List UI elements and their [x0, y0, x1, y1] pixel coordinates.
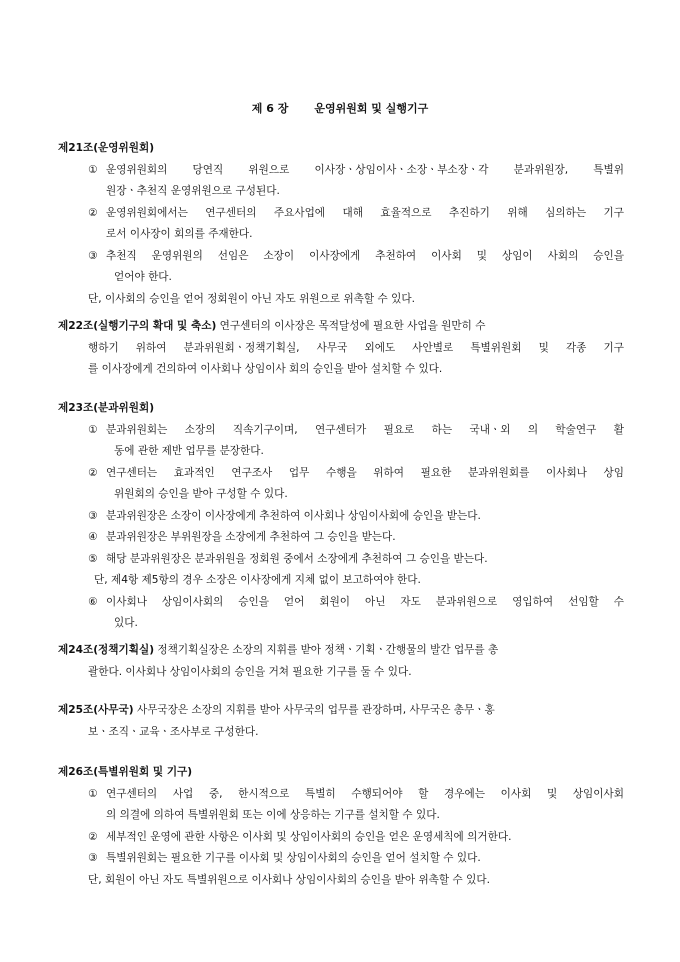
- list-item-continuation: 원장ㆍ추천직 운영위원으로 구성된다.: [106, 185, 280, 197]
- list-item-continuation: 있다.: [114, 617, 138, 629]
- article-line: 괄한다. 이사회나 상임이사회의 승인을 거쳐 필요한 기구를 둘 수 있다.: [88, 665, 412, 678]
- list-item: ② 운영위원회에서는 연구센터의 주요사업에 대해 효율적으로 추진하기 위해 심의하는 기구: [88, 206, 624, 219]
- article-note: 단, 제4항 제5항의 경우 소장은 이사장에게 지체 없이 보고하여야 한다.: [94, 574, 421, 586]
- article-22: [58, 316, 624, 381]
- article-note: 단, 회원이 아닌 자도 특별위원으로 이사회나 상임이사회의 승인을 받아 위촉할 수 있다.: [88, 873, 490, 886]
- list-item-continuation: 위원회의 승인을 받아 구성할 수 있다.: [114, 488, 288, 500]
- article-heading: 제26조(특별위원회 및 기구): [58, 766, 193, 778]
- list-item-continuation: 로서 이사장이 회의를 주재한다.: [106, 228, 253, 240]
- article-21: [58, 138, 624, 310]
- article-note: 단, 이사회의 승인을 얻어 정회원이 아닌 자도 위원으로 위촉할 수 있다.: [88, 292, 415, 305]
- list-item-continuation: 얻어야 한다.: [114, 271, 172, 283]
- list-item: ⑤ 해당 분과위원장은 분과위원을 정회원 중에서 소장에게 추천하여 그 승인을 받는다.: [88, 552, 488, 565]
- list-item: ④ 분과위원장은 부위원장을 소장에게 추천하여 그 승인을 받는다.: [88, 531, 396, 543]
- article-heading: 제21조(운영위원회): [58, 142, 155, 154]
- article-23: [58, 398, 624, 635]
- article-25: [58, 700, 624, 743]
- article-line: 보ㆍ조직ㆍ교육ㆍ조사부로 구성한다.: [88, 725, 259, 738]
- list-item: ② 연구센터는 효과적인 연구조사 업무 수행을 위하여 필요한 분과위원회를 이사회나 상임: [88, 466, 624, 479]
- article-heading: 제25조(사무국): [58, 704, 134, 716]
- list-item: ① 분과위원회는 소장의 직속기구이며, 연구센터가 필요로 하는 국내ㆍ외 의 학술연구 활: [88, 423, 624, 436]
- article-first-line: 제22조(실행기구의 확대 및 축소) 연구센터의 이사장은 목적달성에 필요한 사업을 원만히 수: [58, 320, 486, 332]
- article-line: 행하기 위하여 분과위원회ㆍ정책기획실, 사무국 외에도 사안별로 특별위원회 및 각종 기구: [88, 341, 624, 354]
- article-heading: 제22조(실행기구의 확대 및 축소): [58, 320, 217, 332]
- chapter-name: 운영위원회 및 실행기구: [314, 102, 429, 115]
- list-item: ③ 추천직 운영위원의 선임은 소장이 이사장에게 추천하여 이사회 및 상임이 사회의 승인을: [88, 249, 624, 262]
- article-line: 를 이사장에게 건의하여 이사회나 상임이사 회의 승인을 받아 설치할 수 있다.: [88, 363, 443, 375]
- list-item-continuation: 동에 관한 제반 업무를 분장한다.: [114, 445, 264, 457]
- list-item: ② 세부적인 운영에 관한 사항은 이사회 및 상임이사회의 승인을 얻은 운영세칙에 의거한다.: [88, 830, 512, 843]
- chapter-number: 제 6 장: [251, 102, 289, 115]
- article-first-line: 제24조(정책기획실) 정책기획실장은 소장의 지휘를 받아 정책ㆍ기획ㆍ간행물의 발간 업무를 총: [58, 644, 499, 656]
- article-heading: 제24조(정책기획실): [58, 644, 155, 656]
- article-24: [58, 640, 624, 683]
- list-item: ① 운영위원회의 당연직 위원으로 이사장ㆍ상임이사ㆍ소장ㆍ부소장ㆍ각 분과위원장, 특별위: [88, 163, 624, 176]
- article-heading: 제23조(분과위원회): [58, 402, 155, 414]
- list-item-continuation: 의 의결에 의하여 특별위원회 또는 이에 상응하는 기구를 설치할 수 있다.: [106, 809, 440, 821]
- list-item: ① 연구센터의 사업 중, 한시적으로 특별히 수행되어야 할 경우에는 이사회 및 상임이사회: [88, 787, 624, 800]
- chapter-title: [0, 100, 680, 116]
- list-item: ③ 특별위원회는 필요한 기구를 이사회 및 상임이사회의 승인을 얻어 설치할 수 있다.: [88, 852, 481, 864]
- article-26: [58, 762, 624, 891]
- article-first-line: 제25조(사무국) 사무국장은 소장의 지휘를 받아 사무국의 업무를 관장하며, 사무국은 총무ㆍ홍: [58, 704, 495, 716]
- list-item: ⑥ 이사회나 상임이사회의 승인을 얻어 회원이 아닌 자도 분과위원으로 영입하여 선임할 수: [88, 595, 624, 608]
- list-item: ③ 분과위원장은 소장이 이사장에게 추천하여 이사회나 상임이사회에 승인을 받는다.: [88, 509, 481, 522]
